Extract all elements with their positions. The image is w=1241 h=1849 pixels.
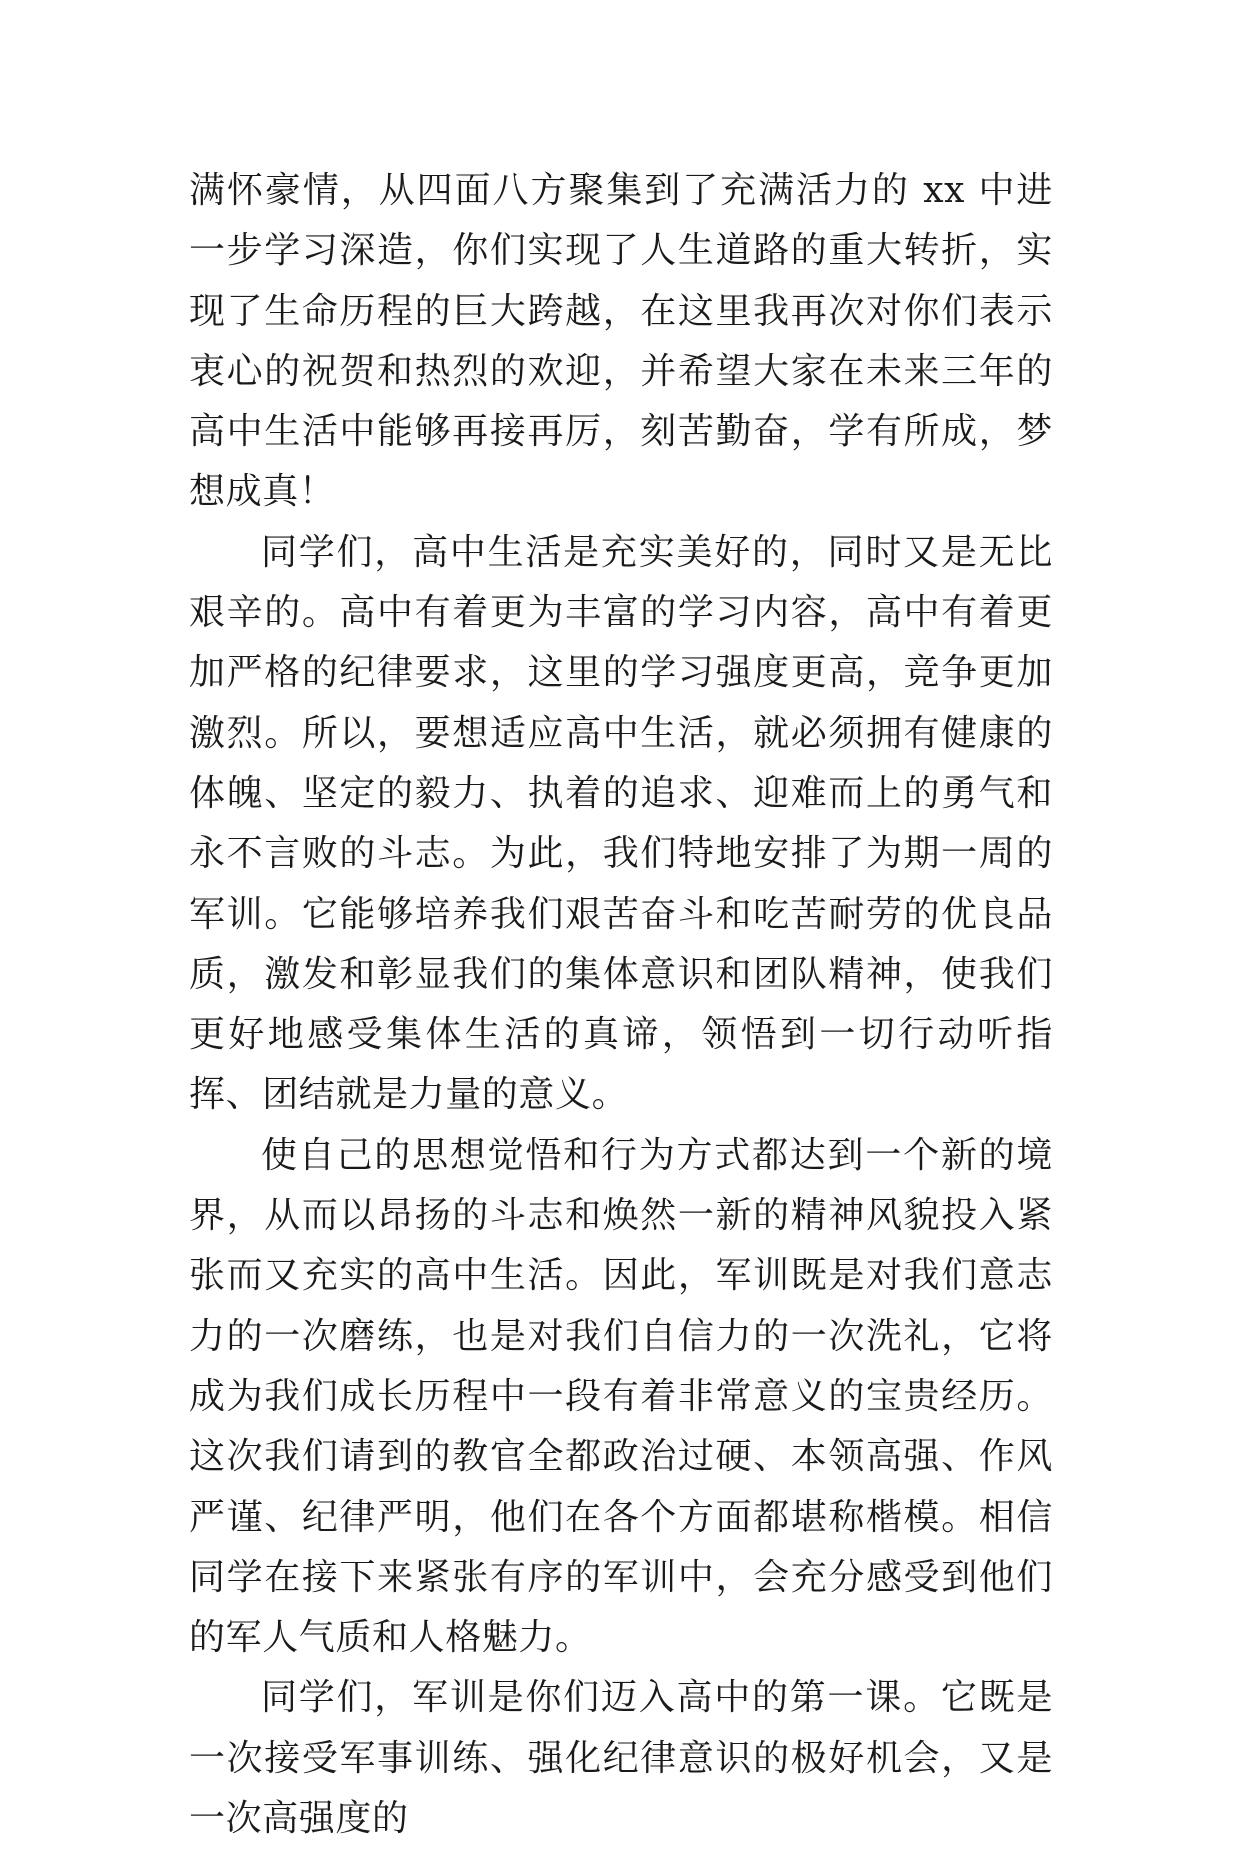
paragraph-3: 使自己的思想觉悟和行为方式都达到一个新的境界，从而以昂扬的斗志和焕然一新的精神风貌投入紧张而又充实的高中生活。因此，军训既是对我们意志力的一次磨练，也是对我们自信力的一次洗礼，它将成为我们成长历程中一段有着非常意义的宝贵经历。这次我们请到的教官全都政治过硬、本领高强、作风严谨、纪律严明，他们在各个方面都堪称楷模。相信同学在接下来紧张有序的军训中，会充分感受到他们的军人气质和人格魅力。 [189,1134,1053,1659]
paragraph-1: 满怀豪情，从四面八方聚集到了充满活力的 xx 中进一步学习深造，你们实现了人生道路的重大转折，实现了生命历程的巨大跨越，在这里我再次对你们表示衷心的祝贺和热烈的欢迎，并希望大家在未来三年的高中生活中能够再接再厉，刻苦勤奋，学有所成，梦想成真！ [189,170,1053,513]
paragraph-2: 同学们，高中生活是充实美好的，同时又是无比艰辛的。高中有着更为丰富的学习内容，高中有着更加严格的纪律要求，这里的学习强度更高，竞争更加激烈。所以，要想适应高中生活，就必须拥有健康的体魄、坚定的毅力、执着的追求、迎难而上的勇气和永不言败的斗志。为此，我们特地安排了为期一周的军训。它能够培养我们艰苦奋斗和吃苦耐劳的优良品质，激发和彰显我们的集体意识和团队精神，使我们更好地感受集体生活的真谛，领悟到一切行动听指挥、团结就是力量的意义。 [189,531,1053,1116]
body-text [189,161,1053,1849]
paragraph-4: 同学们，军训是你们迈入高中的第一课。它既是一次接受军事训练、强化纪律意识的极好机会，又是一次高强度的 [189,1677,1053,1840]
